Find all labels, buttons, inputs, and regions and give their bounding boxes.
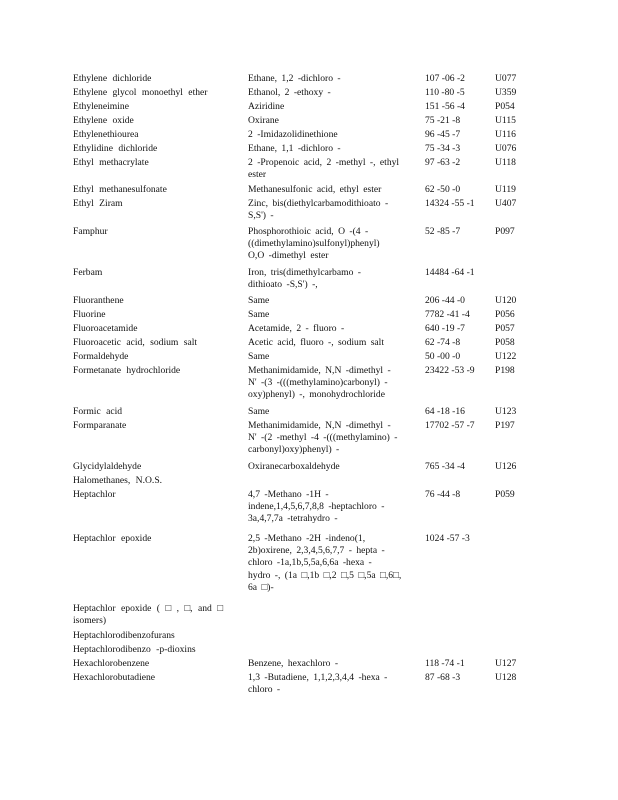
waste-code: U077	[495, 73, 517, 84]
chemical-name-line: Ethylidine dichloride	[73, 143, 158, 154]
chemical-name-line: Formetanate hydrochloride	[73, 365, 181, 376]
cas-number: 75 -34 -3	[425, 143, 461, 154]
chemical-name	[73, 603, 241, 627]
waste-code: U127	[495, 658, 517, 669]
waste-code: P059	[495, 489, 515, 500]
cas-number: 52 -85 -7	[425, 226, 461, 237]
cas-number: 640 -19 -7	[425, 323, 465, 334]
chemical-name-line: Fluorine	[73, 309, 106, 320]
waste-code: P056	[495, 309, 515, 320]
chemical-index-name-line: Ethanol, 2 -ethoxy -	[248, 87, 331, 98]
chemical-index-name	[248, 129, 414, 141]
chemical-name	[73, 309, 241, 321]
chemical-index-name-line: Same	[248, 351, 270, 362]
cas-number: 14484 -64 -1	[425, 267, 475, 278]
chemical-name	[73, 226, 241, 238]
chemical-index-name	[248, 672, 414, 696]
chemical-name-line: Ethylene oxide	[73, 115, 134, 126]
chemical-index-name-line: dithioato -S,S') -,	[248, 279, 318, 291]
chemical-index-name-line: Iron, tris(dimethylcarbamo -	[248, 267, 361, 278]
cas-number: 7782 -41 -4	[425, 309, 470, 320]
chemical-name	[73, 101, 241, 113]
chemical-index-name-line: Methanimidamide, N,N -dimethyl -	[248, 420, 391, 431]
chemical-name	[73, 475, 241, 487]
chemical-name-line: Formaldehyde	[73, 351, 129, 362]
chemical-index-name	[248, 295, 414, 307]
chemical-name	[73, 129, 241, 141]
waste-code: U126	[495, 461, 517, 472]
chemical-index-name	[248, 351, 414, 363]
chemical-index-name	[248, 658, 414, 670]
chemical-index-name	[248, 198, 414, 222]
chemical-name-line: Heptachlor epoxide	[73, 533, 152, 544]
chemical-name-line: Ethyl Ziram	[73, 198, 123, 209]
waste-code: U116	[495, 129, 516, 140]
chemical-index-name	[248, 157, 414, 181]
cas-number: 206 -44 -0	[425, 295, 465, 306]
cas-number: 50 -00 -0	[425, 351, 461, 362]
chemical-name	[73, 73, 241, 85]
chemical-name-line: Ethylenethiourea	[73, 129, 139, 140]
waste-code: U128	[495, 672, 517, 683]
chemical-index-name	[248, 420, 414, 457]
chemical-name-line: Heptachlor epoxide ( □ , □, and □	[73, 603, 224, 614]
chemical-name	[73, 658, 241, 670]
chemical-index-name-line: Ethane, 1,1 -dichloro -	[248, 143, 341, 154]
chemical-index-name-line: Zinc, bis(diethylcarbamodithioato -	[248, 198, 389, 209]
chemical-index-name-line: 2b)oxirene, 2,3,4,5,6,7,7 - hepta -	[248, 545, 385, 557]
chemical-index-name-line: Ethane, 1,2 -dichloro -	[248, 73, 341, 84]
chemical-index-name	[248, 489, 414, 526]
chemical-index-name-line: oxy)phenyl) -, monohydrochloride	[248, 389, 385, 401]
chemical-index-name-line: carbonyl)oxy)phenyl) -	[248, 444, 340, 456]
chemical-name-line: Halomethanes, N.O.S.	[73, 475, 163, 486]
chemical-name-line: isomers)	[73, 615, 107, 627]
waste-code: U407	[495, 198, 517, 209]
chemical-index-name	[248, 406, 414, 418]
waste-code: U120	[495, 295, 517, 306]
chemical-name	[73, 489, 241, 501]
waste-code: U119	[495, 184, 516, 195]
cas-number: 62 -74 -8	[425, 337, 461, 348]
chemical-name	[73, 365, 241, 377]
chemical-index-name-line: indene,1,4,5,6,7,8,8 -heptachloro -	[248, 501, 385, 513]
chemical-index-name-line: 2 -Propenoic acid, 2 -methyl -, ethyl	[248, 157, 400, 168]
chemical-name	[73, 672, 241, 684]
cas-number: 17702 -57 -7	[425, 420, 475, 431]
cas-number: 75 -21 -8	[425, 115, 461, 126]
chemical-name	[73, 420, 241, 432]
chemical-name-line: Ethylene dichloride	[73, 73, 152, 84]
chemical-name-line: Glycidylaldehyde	[73, 461, 142, 472]
chemical-name-line: Hexachlorobutadiene	[73, 672, 156, 683]
chemical-index-name-line: O,O -dimethyl ester	[248, 250, 329, 262]
chemical-index-name-line: Same	[248, 406, 270, 417]
chemical-name-line: Ethylene glycol monoethyl ether	[73, 87, 208, 98]
chemical-name-line: Ethyleneimine	[73, 101, 129, 112]
chemical-name	[73, 630, 241, 642]
chemical-name-line: Heptachlorodibenzofurans	[73, 630, 175, 641]
chemical-name-line: Ethyl methacrylate	[73, 157, 149, 168]
chemical-index-name	[248, 184, 414, 196]
chemical-name-line: Formparanate	[73, 420, 127, 431]
chemical-name-line: Fluoroacetamide	[73, 323, 138, 334]
cas-number: 62 -50 -0	[425, 184, 461, 195]
chemical-name-line: Heptachlorodibenzo -p-dioxins	[73, 644, 196, 655]
chemical-index-name-line: Acetamide, 2 - fluoro -	[248, 323, 345, 334]
chemical-index-name-line: N' -(2 -methyl -4 -(((methylamino) -	[248, 432, 398, 444]
chemical-name-line: Hexachlorobenzene	[73, 658, 150, 669]
chemical-index-name-line: Aziridine	[248, 101, 285, 112]
chemical-index-name-line: 6a □)-	[248, 581, 274, 593]
chemical-index-name-line: 3a,4,7,7a -tetrahydro -	[248, 513, 338, 525]
chemical-name	[73, 533, 241, 545]
chemical-index-name-line: Methanimidamide, N,N -dimethyl -	[248, 365, 391, 376]
cas-number: 118 -74 -1	[425, 658, 465, 669]
chemical-index-name-line: Same	[248, 309, 270, 320]
chemical-index-name	[248, 337, 414, 349]
chemical-index-name	[248, 87, 414, 99]
cas-number: 76 -44 -8	[425, 489, 461, 500]
chemical-index-name-line: ester	[248, 169, 267, 181]
chemical-name	[73, 157, 241, 169]
chemical-name-line: Fluoroacetic acid, sodium salt	[73, 337, 198, 348]
chemical-index-name-line: 2 -Imidazolidinethione	[248, 129, 338, 140]
cas-number: 765 -34 -4	[425, 461, 465, 472]
chemical-name	[73, 267, 241, 279]
chemical-index-name-line: N' -(3 -(((methylamino)carbonyl) -	[248, 377, 388, 389]
chemical-index-name-line: ((dimethylamino)sulfonyl)phenyl)	[248, 238, 380, 250]
chemical-index-name-line: 1,3 -Butadiene, 1,1,2,3,4,4 -hexa -	[248, 672, 388, 683]
waste-code: U123	[495, 406, 517, 417]
chemical-index-name	[248, 461, 414, 473]
cas-number: 96 -45 -7	[425, 129, 461, 140]
chemical-index-name-line: Acetic acid, fluoro -, sodium salt	[248, 337, 385, 348]
waste-code: U115	[495, 115, 516, 126]
chemical-name	[73, 323, 241, 335]
chemical-name	[73, 184, 241, 196]
chemical-name	[73, 115, 241, 127]
cas-number: 1024 -57 -3	[425, 533, 470, 544]
cas-number: 87 -68 -3	[425, 672, 461, 683]
waste-code: P197	[495, 420, 515, 431]
chemical-index-name	[248, 533, 414, 594]
chemical-index-name	[248, 267, 414, 291]
chemical-name	[73, 198, 241, 210]
chemical-name	[73, 295, 241, 307]
chemical-index-name	[248, 115, 414, 127]
chemical-index-name	[248, 73, 414, 85]
chemical-name	[73, 87, 241, 99]
chemical-name-line: Famphur	[73, 226, 108, 237]
chemical-index-name	[248, 226, 414, 263]
cas-number: 97 -63 -2	[425, 157, 461, 168]
chemical-index-name-line: 2,5 -Methano -2H -indeno(1,	[248, 533, 366, 544]
chemical-index-name	[248, 309, 414, 321]
waste-code: U076	[495, 143, 517, 154]
waste-code: P198	[495, 365, 515, 376]
chemical-name-line: Formic acid	[73, 406, 123, 417]
chemical-index-name-line: chloro -1a,1b,5,5a,6,6a -hexa -	[248, 557, 372, 569]
chemical-name	[73, 351, 241, 363]
chemical-name-line: Fluoranthene	[73, 295, 124, 306]
cas-number: 23422 -53 -9	[425, 365, 475, 376]
chemical-index-name-line: Benzene, hexachloro -	[248, 658, 339, 669]
cas-number: 107 -06 -2	[425, 73, 465, 84]
waste-code: P057	[495, 323, 515, 334]
chemical-name	[73, 644, 241, 656]
waste-code: P097	[495, 226, 515, 237]
chemical-name	[73, 461, 241, 473]
chemical-name-line: Ferbam	[73, 267, 103, 278]
chemical-index-name	[248, 323, 414, 335]
chemical-index-name-line: chloro -	[248, 684, 281, 696]
waste-code: P054	[495, 101, 515, 112]
waste-code: U122	[495, 351, 517, 362]
chemical-index-name-line: Phosphorothioic acid, O -(4 -	[248, 226, 369, 237]
chemical-index-name-line: hydro -, (1a □,1b □,2 □,5 □,5a □,6□,	[248, 569, 402, 581]
chemical-index-name	[248, 101, 414, 113]
cas-number: 151 -56 -4	[425, 101, 465, 112]
waste-code: P058	[495, 337, 515, 348]
chemical-name	[73, 406, 241, 418]
chemical-index-name	[248, 143, 414, 155]
chemical-name	[73, 337, 241, 349]
chemical-name	[73, 143, 241, 155]
chemical-name-line: Ethyl methanesulfonate	[73, 184, 167, 195]
waste-code: U359	[495, 87, 517, 98]
waste-code: U118	[495, 157, 516, 168]
chemical-index-name-line: S,S') -	[248, 210, 274, 222]
chemical-index-name-line: Methanesulfonic acid, ethyl ester	[248, 184, 382, 195]
chemical-name-line: Heptachlor	[73, 489, 116, 500]
chemical-index-name-line: Oxirane	[248, 115, 279, 126]
cas-number: 64 -18 -16	[425, 406, 465, 417]
chemical-index-name-line: Oxiranecarboxaldehyde	[248, 461, 340, 472]
chemical-index-name-line: 4,7 -Methano -1H -	[248, 489, 329, 500]
chemical-index-name	[248, 365, 414, 402]
cas-number: 14324 -55 -1	[425, 198, 475, 209]
cas-number: 110 -80 -5	[425, 87, 465, 98]
chemical-index-name-line: Same	[248, 295, 270, 306]
